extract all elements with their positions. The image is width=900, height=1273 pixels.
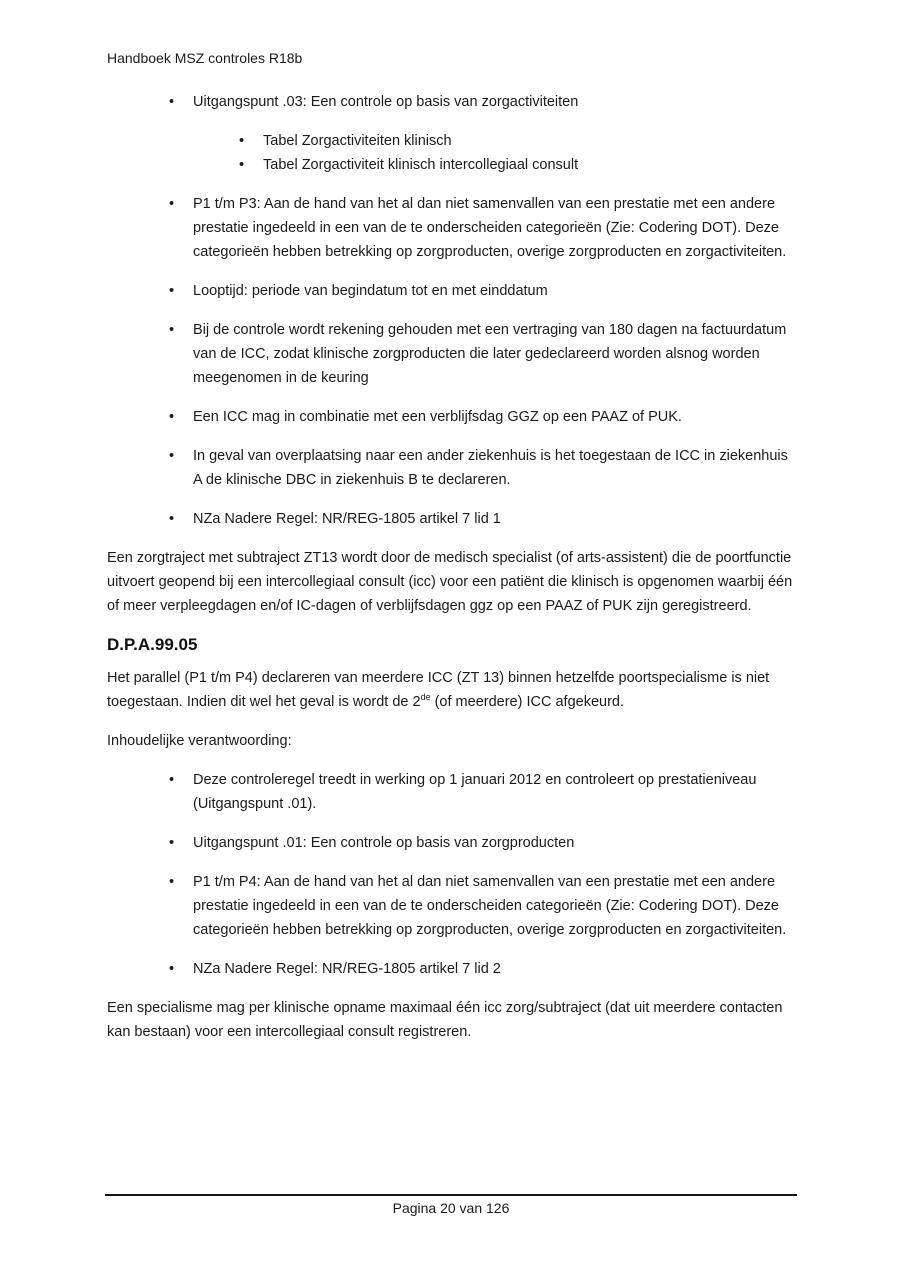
bullet-icon: •	[169, 835, 175, 851]
list-item	[107, 957, 797, 981]
list-item-text: NZa Nadere Regel: NR/REG-1805 artikel 7 lid 1	[193, 511, 501, 527]
superscript-ordinal: de	[420, 692, 431, 703]
bullet-icon: •	[239, 157, 245, 173]
list-item-text: P1 t/m P3: Aan de hand van het al dan niet samenvallen van een prestatie met een andere prestatie ingedeeld in een van de te onderscheiden categorieën (Zie: Codering DOT). Deze categorieën hebben betrekking op zorgproducten, overige zorgproducten en zorgactiviteiten.	[193, 196, 787, 260]
bullet-icon: •	[169, 196, 175, 212]
list-item	[107, 507, 797, 531]
paragraph-dpa	[107, 666, 797, 714]
list-item	[107, 129, 797, 153]
bullet-icon: •	[169, 961, 175, 977]
list-item	[107, 444, 797, 492]
list-item-text: Uitgangspunt .03: Een controle op basis van zorgactiviteiten	[193, 94, 579, 110]
list-item-text: Tabel Zorgactiviteiten klinisch	[263, 133, 452, 149]
paragraph-dpa-lead: Het parallel (P1 t/m P4) declareren van meerdere ICC (ZT 13) binnen hetzelfde poortspecialisme is niet toegestaan. Indien dit wel het geval is wordt de 2	[107, 670, 770, 710]
list-item	[107, 153, 797, 177]
list-item-text: Deze controleregel treedt in werking op 1 januari 2012 en controleert op prestatieniveau (Uitgangspunt .01).	[193, 772, 757, 812]
list-item-text: Een ICC mag in combinatie met een verblijfsdag GGZ op een PAAZ of PUK.	[193, 409, 682, 425]
paragraph-dpa-tail: (of meerdere) ICC afgekeurd.	[430, 694, 624, 710]
list-item	[107, 768, 797, 816]
bullet-icon: •	[169, 322, 175, 338]
bullet-icon: •	[239, 133, 245, 149]
page-header: Handboek MSZ controles R18b	[107, 50, 303, 66]
page-content	[107, 90, 797, 1059]
list-item-text: Bij de controle wordt rekening gehouden met een vertraging van 180 dagen na factuurdatum van de ICC, zodat klinische zorgproducten die later gedeclareerd worden alsnog worden meegenomen in de keuring	[193, 322, 787, 386]
list-item	[107, 870, 797, 942]
bullet-icon: •	[169, 511, 175, 527]
list-item	[107, 405, 797, 429]
list-item	[107, 90, 797, 114]
bullet-icon: •	[169, 283, 175, 299]
bullet-icon: •	[169, 409, 175, 425]
page-footer	[105, 1194, 797, 1218]
list-item-text: Uitgangspunt .01: Een controle op basis van zorgproducten	[193, 835, 575, 851]
list-item-text: Looptijd: periode van begindatum tot en met einddatum	[193, 283, 548, 299]
bullet-icon: •	[169, 448, 175, 464]
list-item-text: NZa Nadere Regel: NR/REG-1805 artikel 7 lid 2	[193, 961, 501, 977]
list-item	[107, 831, 797, 855]
list-item	[107, 192, 797, 264]
bullet-icon: •	[169, 874, 175, 890]
page-number: Pagina 20 van 126	[392, 1200, 510, 1216]
bullet-icon: •	[169, 772, 175, 788]
label-verantwoording: Inhoudelijke verantwoording:	[107, 733, 292, 749]
paragraph-specialisme: Een specialisme mag per klinische opname maximaal één icc zorg/subtraject (dat uit meerdere contacten kan bestaan) voor een intercollegiaal consult registreren.	[107, 1000, 783, 1040]
list-item	[107, 318, 797, 390]
list-item-text: P1 t/m P4: Aan de hand van het al dan niet samenvallen van een prestatie met een andere prestatie ingedeeld in een van de te onderscheiden categorieën (Zie: Codering DOT). Deze categorieën hebben betrekking op zorgproducten, overige zorgproducten en zorgactiviteiten.	[193, 874, 787, 938]
bullet-icon: •	[169, 94, 175, 110]
sub-bullet-group	[107, 129, 797, 177]
list-item-text: In geval van overplaatsing naar een ander ziekenhuis is het toegestaan de ICC in ziekenhuis A de klinische DBC in ziekenhuis B te declareren.	[193, 448, 788, 488]
list-item	[107, 279, 797, 303]
list-item-text: Tabel Zorgactiviteit klinisch intercollegiaal consult	[263, 157, 579, 173]
paragraph-zt13: Een zorgtraject met subtraject ZT13 wordt door de medisch specialist (of arts-assistent) die de poortfunctie uitvoert geopend bij een intercollegiaal consult (icc) voor een patiënt die klinisch is opgenomen waarbij één of meer verpleegdagen en/of IC-dagen of verblijfsdagen ggz op een PAAZ of PUK zijn geregistreerd.	[107, 550, 793, 614]
section-heading: D.P.A.99.05	[107, 635, 198, 654]
